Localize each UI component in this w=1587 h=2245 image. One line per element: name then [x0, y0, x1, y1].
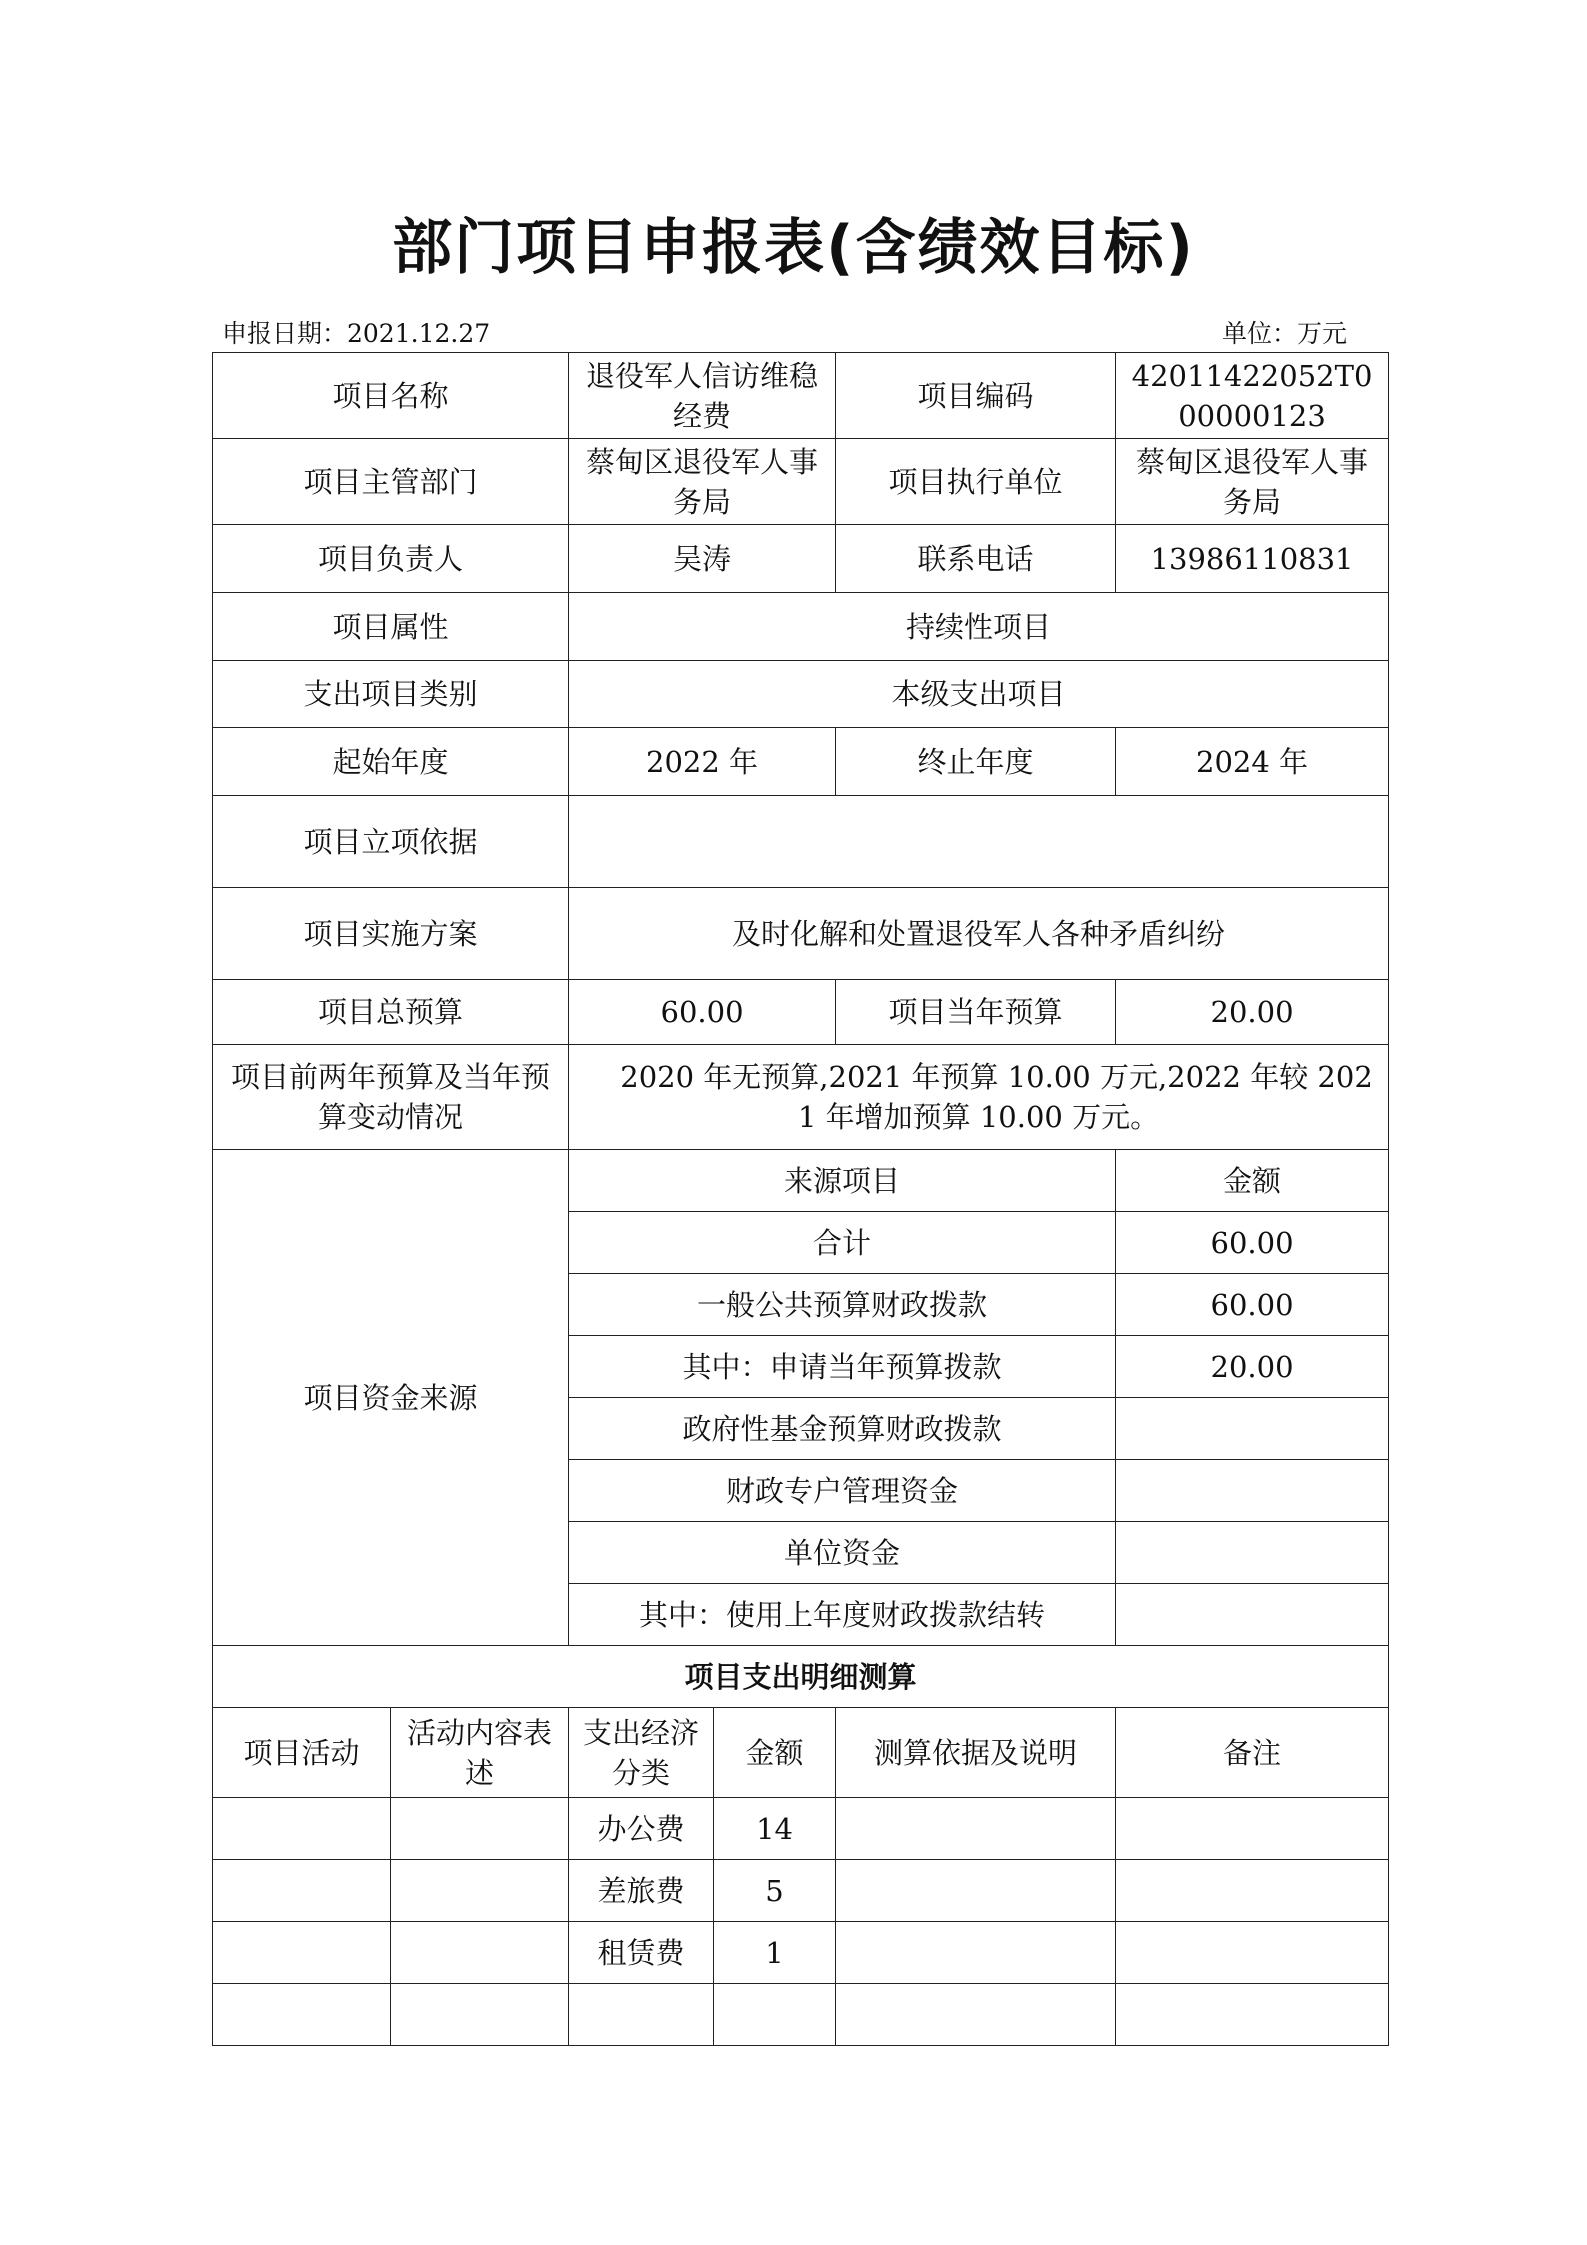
detail-basis — [836, 1922, 1116, 1984]
row-basis — [213, 796, 1389, 888]
detail-note — [1116, 1798, 1389, 1860]
detail-class: 差旅费 — [569, 1860, 714, 1922]
funding-item-name: 一般公共预算财政拨款 — [569, 1274, 1116, 1336]
funding-item-name: 其中：使用上年度财政拨款结转 — [569, 1584, 1116, 1646]
funding-item-amount: 20.00 — [1116, 1336, 1389, 1398]
attribute-label: 项目属性 — [213, 593, 569, 661]
funding-item-name: 单位资金 — [569, 1522, 1116, 1584]
start-year-value: 2022 年 — [569, 728, 836, 796]
leader-label: 项目负责人 — [213, 525, 569, 593]
exec-unit-label: 项目执行单位 — [836, 439, 1116, 525]
funding-item-name: 其中：申请当年预算拨款 — [569, 1336, 1116, 1398]
detail-class: 办公费 — [569, 1798, 714, 1860]
detail-content — [391, 1984, 569, 2046]
start-year-label: 起始年度 — [213, 728, 569, 796]
detail-activity — [213, 1984, 391, 2046]
project-name-value: 退役军人信访维稳经费 — [569, 353, 836, 439]
detail-note — [1116, 1860, 1389, 1922]
plan-label: 项目实施方案 — [213, 888, 569, 980]
detail-row — [213, 1860, 1389, 1922]
detail-amount — [714, 1984, 836, 2046]
funding-header-source: 来源项目 — [569, 1150, 1116, 1212]
detail-header-note: 备注 — [1116, 1708, 1389, 1798]
funding-item-amount — [1116, 1398, 1389, 1460]
row-department — [213, 439, 1389, 525]
plan-value: 及时化解和处置退役军人各种矛盾纠纷 — [569, 888, 1389, 980]
row-category — [213, 661, 1389, 728]
budget-change-value: 2020 年无预算,2021 年预算 10.00 万元,2022 年较 2021 年增加预算 10.00 万元。 — [569, 1045, 1389, 1150]
funding-header-row — [213, 1150, 1389, 1212]
total-budget-value: 60.00 — [569, 980, 836, 1045]
detail-content — [391, 1798, 569, 1860]
detail-activity — [213, 1922, 391, 1984]
funding-item-amount — [1116, 1522, 1389, 1584]
detail-amount: 1 — [714, 1922, 836, 1984]
attribute-value: 持续性项目 — [569, 593, 1389, 661]
end-year-value: 2024 年 — [1116, 728, 1389, 796]
detail-header-activity: 项目活动 — [213, 1708, 391, 1798]
basis-label: 项目立项依据 — [213, 796, 569, 888]
row-years — [213, 728, 1389, 796]
report-date: 申报日期：2021.12.27 — [222, 319, 491, 348]
exec-unit-value: 蔡甸区退役军人事务局 — [1116, 439, 1389, 525]
project-code-value: 42011422052T000000123 — [1116, 353, 1389, 439]
funding-item-name: 财政专户管理资金 — [569, 1460, 1116, 1522]
funding-item-amount: 60.00 — [1116, 1212, 1389, 1274]
detail-class: 租赁费 — [569, 1922, 714, 1984]
category-value: 本级支出项目 — [569, 661, 1389, 728]
detail-basis — [836, 1798, 1116, 1860]
unit-label: 单位：万元 — [1221, 319, 1347, 348]
funding-item-amount — [1116, 1460, 1389, 1522]
detail-basis — [836, 1984, 1116, 2046]
detail-content — [391, 1860, 569, 1922]
detail-row — [213, 1922, 1389, 1984]
detail-basis — [836, 1860, 1116, 1922]
funding-header-amount: 金额 — [1116, 1150, 1389, 1212]
row-plan — [213, 888, 1389, 980]
detail-content — [391, 1922, 569, 1984]
detail-section-title: 项目支出明细测算 — [213, 1646, 1389, 1708]
row-attribute — [213, 593, 1389, 661]
budget-change-label: 项目前两年预算及当年预算变动情况 — [213, 1045, 569, 1150]
detail-note — [1116, 1984, 1389, 2046]
row-project-name — [213, 353, 1389, 439]
detail-amount: 5 — [714, 1860, 836, 1922]
total-budget-label: 项目总预算 — [213, 980, 569, 1045]
funding-item-amount: 60.00 — [1116, 1274, 1389, 1336]
detail-header-basis: 测算依据及说明 — [836, 1708, 1116, 1798]
detail-header-row — [213, 1708, 1389, 1798]
detail-activity — [213, 1860, 391, 1922]
page-title: 部门项目申报表(含绩效目标) — [392, 213, 1195, 283]
detail-header-amount: 金额 — [714, 1708, 836, 1798]
phone-label: 联系电话 — [836, 525, 1116, 593]
funding-source-label: 项目资金来源 — [213, 1150, 569, 1646]
detail-row — [213, 1984, 1389, 2046]
detail-note — [1116, 1922, 1389, 1984]
leader-value: 吴涛 — [569, 525, 836, 593]
phone-value: 13986110831 — [1116, 525, 1389, 593]
detail-section-row — [213, 1646, 1389, 1708]
project-name-label: 项目名称 — [213, 353, 569, 439]
year-budget-value: 20.00 — [1116, 980, 1389, 1045]
detail-activity — [213, 1798, 391, 1860]
row-budget-change — [213, 1045, 1389, 1150]
detail-header-class: 支出经济分类 — [569, 1708, 714, 1798]
project-code-label: 项目编码 — [836, 353, 1116, 439]
detail-amount: 14 — [714, 1798, 836, 1860]
funding-item-amount — [1116, 1584, 1389, 1646]
detail-row — [213, 1798, 1389, 1860]
detail-header-content: 活动内容表述 — [391, 1708, 569, 1798]
category-label: 支出项目类别 — [213, 661, 569, 728]
funding-item-name: 合计 — [569, 1212, 1116, 1274]
row-budget — [213, 980, 1389, 1045]
row-leader — [213, 525, 1389, 593]
funding-item-name: 政府性基金预算财政拨款 — [569, 1398, 1116, 1460]
end-year-label: 终止年度 — [836, 728, 1116, 796]
year-budget-label: 项目当年预算 — [836, 980, 1116, 1045]
project-form-table — [212, 352, 1389, 2046]
basis-value — [569, 796, 1389, 888]
detail-class — [569, 1984, 714, 2046]
dept-value: 蔡甸区退役军人事务局 — [569, 439, 836, 525]
dept-label: 项目主管部门 — [213, 439, 569, 525]
